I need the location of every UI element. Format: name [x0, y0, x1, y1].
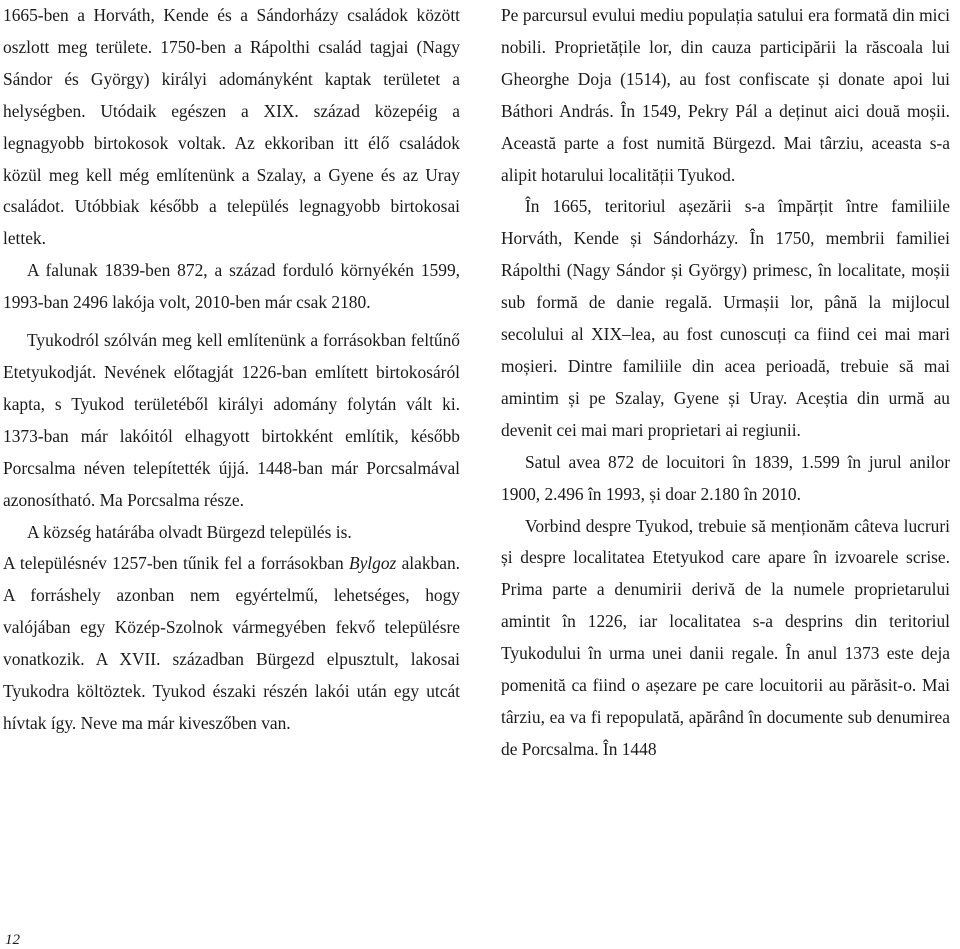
right-column-romanian [501, 0, 950, 766]
right-paragraph-3: Satul avea 872 de locuitori în 1839, 1.599 în jurul anilor 1900, 2.496 în 1993, și doar 2.180 în 2010. [501, 451, 950, 504]
page-number: 12 [5, 932, 20, 948]
left-column-hungarian [3, 0, 460, 740]
left-paragraph-1: 1665-ben a Horváth, Kende és a Sándorházy családok között oszlott meg területe. 1750-ben a Rápolthi család tagjai (Nagy Sándor és György) királyi adományként kaptak területet a helységben. Utódaik egészen a XIX. század közepéig a legnagyobb birtokosok voltak. Az ekkoriban itt élő családok közül meg kell még említenünk a Szalay, a Gyene és az Uray családot. Utóbbiak később a település legnagyobb birtokosai lettek. [3, 5, 460, 249]
left-paragraph-5-end: alakban. A forráshely azonban nem egyértelmű, lehetséges, hogy valójában egy Közép-Szolnok vármegyében fekvő településre vonatkozik. A XVII. században Bürgezd elpusztult, lakosai Tyukodra költöztek. Tyukod északi részén lakói után egy utcát hívtak így. Neve ma már kiveszőben van. [3, 553, 460, 733]
right-paragraph-1: Pe parcursul evului mediu populația satului era formată din mici nobili. Proprietățile lor, din cauza participării la răscoala lui Gheorghe Doja (1514), au fost confiscate și donate apoi lui Báthori András. În 1549, Pekry Pál a deținut aici două moșii. Această parte a fost numită Bürgezd. Mai târziu, aceasta s-a alipit hotarului localității Tyukod. [501, 5, 950, 185]
left-paragraph-5 [3, 548, 460, 739]
left-paragraph-5-italic-name: Bylgoz [348, 553, 397, 574]
left-paragraph-4: A község határába olvadt Bürgezd település is. [27, 521, 352, 542]
right-paragraph-4: Vorbind despre Tyukod, trebuie să menționăm câteva lucruri și despre localitatea Etetyukod care apare în izvoarele scrise. Prima parte a denumirii derivă de la numele proprietarului amintit în 1226, iar localitatea s-a desprins din teritoriul Tyukodului în urma unei danii regale. În anul 1373 este deja pomenită ca fiind o așezare pe care locuitorii au părăsit-o. Mai târziu, ea va fi repopulată, apărând în documente sub denumirea de Porcsalma. În 1448 [501, 515, 950, 759]
left-paragraph-5-start: A településnév 1257-ben tűnik fel a forrásokban [3, 553, 349, 574]
right-paragraph-2: În 1665, teritoriul așezării s-a împărțit între familiile Horváth, Kende și Sándorházy. În 1750, membrii familiei Rápolthi (Nagy Sándor și György) primesc, în localitate, moșii sub formă de danie regală. Urmașii lor, până la mijlocul secolului al XIX–lea, au fost cunoscuți ca fiind cei mai mari moșieri. Dintre familiile din acea perioadă, trebuie să mai amintim și pe Szalay, Gyene și Uray. Aceștia din urmă au devenit cei mai mari proprietari ai regiunii. [501, 196, 950, 440]
left-paragraph-3: Tyukodról szólván meg kell említenünk a forrásokban feltűnő Etetyukodját. Nevének előtagját 1226-ban említett birtokosáról kapta, s Tyukod területéből királyi adomány folytán vált ki. 1373-ban már lakóitól elhagyott birtokként említik, később Porcsalma néven telepítették újjá. 1448-ban már Porcsalmával azonosítható. Ma Porcsalma része. [3, 330, 460, 510]
left-paragraph-2: A falunak 1839-ben 872, a század forduló környékén 1599, 1993-ban 2496 lakója volt, 2010-ben már csak 2180. [3, 260, 460, 313]
